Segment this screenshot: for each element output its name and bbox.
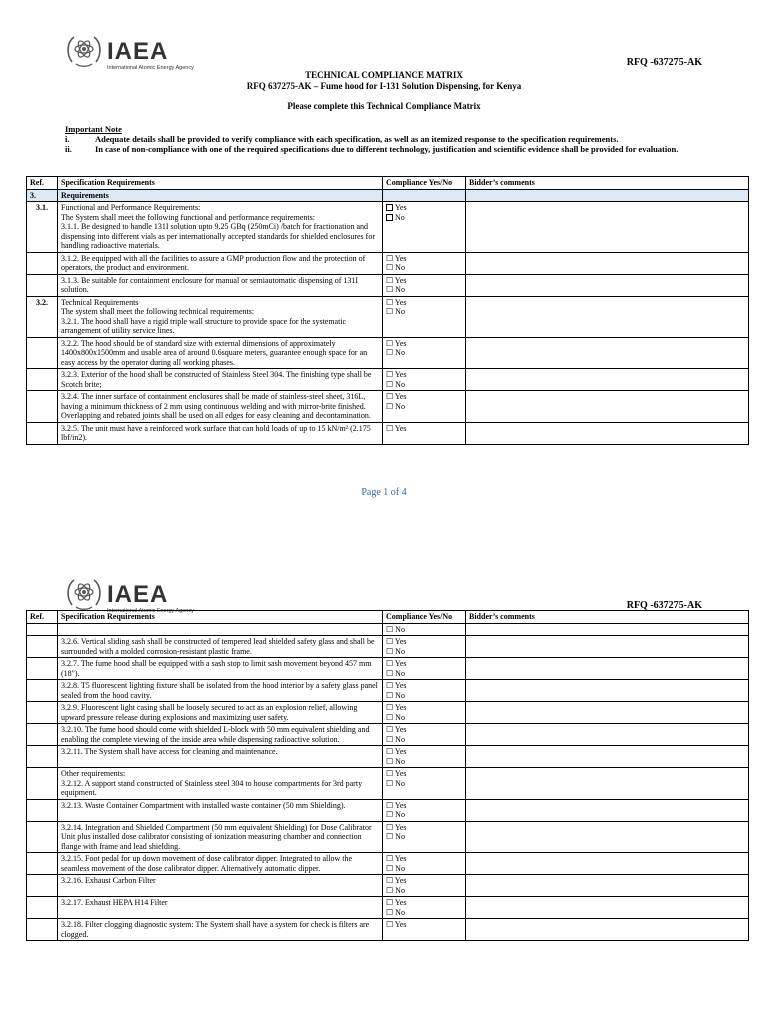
compliance-option[interactable]: ☐ Yes [386,747,407,756]
specification-text: 3.2.9. Fluorescent light casing shall be loosely secured to act as an explosion relief, allowing upward pressure release during explosions and maximizing user safety. [61,703,358,722]
row-specification [58,636,383,658]
row-bidder-comments[interactable] [466,897,749,919]
iaea-logo [64,575,194,614]
row-compliance[interactable] [383,636,466,658]
row-ref [27,799,58,821]
compliance-option[interactable]: ☐ Yes [386,423,407,433]
row-compliance[interactable] [383,768,466,800]
compliance-option[interactable]: ☐ Yes [386,370,407,379]
row-specification [58,853,383,875]
row-ref [27,658,58,680]
row-bidder-comments[interactable] [466,702,749,724]
specification-text: 3.1.1. Be designed to handle 131I solution upto 9.25 GBq (250mCi) /batch for fractionation and dispensing into different vials as per internationally accepted standards for shielded enclosures for handling radioactive materials. [61,222,375,250]
compliance-option[interactable]: ☐ No [386,885,405,895]
row-ref [27,724,58,746]
iaea-logo [64,32,194,71]
table-row [27,296,749,337]
specification-text: 3.2.18. Filter clogging diagnostic system: The System shall have a system for check is filters are clogged. [61,920,370,939]
row-compliance[interactable] [383,853,466,875]
table-row [27,724,749,746]
table-row [27,252,749,274]
row-bidder-comments[interactable] [466,252,749,274]
section-ref: 3. [27,189,58,202]
specification-text: Technical Requirements [61,297,139,307]
compliance-option[interactable]: ☐ Yes [386,725,407,734]
specification-text: 3.2.5. The unit must have a reinforced work surface that can hold loads of up to 15 kN/m² (2.175 lbf/in2). [61,423,371,442]
row-specification [58,274,383,296]
row-specification [58,746,383,768]
compliance-matrix-table [26,610,749,941]
row-ref [27,875,58,897]
row-bidder-comments[interactable] [466,369,749,391]
compliance-option[interactable]: ☐ Yes [386,275,407,285]
instruction-text: Please complete this Technical Compliance Matrix [287,101,481,111]
compliance-option[interactable]: ☐ Yes [386,637,407,646]
table-row [27,746,749,768]
row-ref [27,919,58,941]
compliance-option[interactable]: ☐ No [386,863,405,873]
header-spec: Specification Requirements [58,177,383,190]
row-compliance[interactable] [383,724,466,746]
specification-text: 3.1.2. Be equipped with all the facilities to assure a GMP production flow and the protection of operators, the product and environment. [61,253,366,272]
row-specification [58,202,383,253]
row-bidder-comments[interactable] [466,623,749,636]
row-specification [58,897,383,919]
row-specification [58,422,383,444]
row-ref [27,422,58,444]
compliance-option[interactable]: ☐ No [386,756,405,766]
specification-text: 3.2.14. Integration and Shielded Compartment (50 mm equivalent Shielding) for Dose Calibrator Unit plus installed dose calibrator consisting of ionization measuring chamber and connection flange with frame and lead shielding. [61,822,372,851]
specification-text: 3.2.4. The inner surface of containment enclosures shall be made of stainless-steel sheet, 316L, having a minimum thickness of 2 mm using continuous welding and with mirror-brite finished. Overlapping and rebated joints shall be used on all edges for easy cleaning and decontamination. [61,392,371,420]
compliance-option[interactable]: ☐ No [386,734,405,744]
checkbox-icon[interactable] [386,214,393,221]
specification-text: Other requirements: [61,769,126,778]
row-ref [27,636,58,658]
table-row [27,680,749,702]
row-compliance[interactable] [383,919,466,941]
rfq-id: RFQ -637275-AK [626,600,702,611]
document-page-2 [0,566,768,1024]
row-specification [58,799,383,821]
compliance-matrix-table [26,176,749,445]
compliance-option[interactable]: ☐ No [386,624,405,634]
compliance-option[interactable]: ☐ Yes [386,659,407,668]
compliance-option[interactable]: ☐ No [386,712,405,722]
row-bidder-comments[interactable] [466,391,749,423]
row-specification [58,680,383,702]
row-compliance[interactable] [383,897,466,919]
row-compliance[interactable] [383,369,466,391]
note-item: i. Adequate details shall be provided to verify compliance with each specification, as well as an itemized response to the specification requirements. [65,134,619,144]
specification-text: 3.2.6. Vertical sliding sash shall be constructed of tempered lead shielded safety glass and shall be surrounded with a molded corrosion-resistant plastic frame. [61,637,375,656]
compliance-option[interactable]: ☐ Yes [386,854,407,863]
compliance-option[interactable]: ☐ Yes [386,920,407,929]
row-compliance[interactable] [383,702,466,724]
row-bidder-comments[interactable] [466,680,749,702]
row-specification [58,337,383,369]
specification-text: 3.2.17. Exhaust HEPA H14 Filter [61,898,168,907]
row-compliance[interactable] [383,746,466,768]
specification-text: 3.2.8. T5 fluorescent lighting fixture shall be isolated from the hood interior by a safety glass panel sealed from the hood cavity. [61,681,378,700]
table-row [27,636,749,658]
compliance-option[interactable]: ☐ No [386,668,405,678]
table-row [27,821,749,853]
checkbox-icon[interactable] [386,204,393,211]
row-compliance[interactable] [383,274,466,296]
table-row [27,274,749,296]
row-specification [58,919,383,941]
specification-text: 3.1.3. Be suitable for containment enclosure for manual or semiautomatic dispensing of 131I solution. [61,275,359,294]
specification-text: 3.2.3. Exterior of the hood shall be constructed of Stainless Steel 304. The finishing type shall be Scotch brite; [61,370,372,389]
compliance-option[interactable]: ☐ Yes [386,800,407,810]
compliance-option[interactable]: ☐ No [386,832,405,841]
row-specification [58,296,383,337]
section-row [27,189,749,202]
row-specification [58,391,383,423]
row-compliance[interactable] [383,875,466,897]
row-specification [58,821,383,853]
row-bidder-comments[interactable] [466,799,749,821]
row-ref [27,746,58,768]
row-compliance[interactable] [383,202,466,253]
compliance-option[interactable]: ☐ No [386,307,405,316]
compliance-option[interactable]: ☐ No [386,263,405,272]
note-item: ii. In case of non-compliance with one of the required specifications due to different technology, justification and scientific evidence shall be provided for evaluation. [65,144,679,154]
compliance-option[interactable]: ☐ No [386,401,405,411]
table-row [27,391,749,423]
specification-text: 3.2.11. The System shall have access for cleaning and maintenance. [61,747,278,756]
compliance-option[interactable]: ☐ No [386,285,405,294]
header-comments: Bidder’s comments [466,611,749,624]
table-row [27,799,749,821]
table-row [27,337,749,369]
row-specification [58,724,383,746]
row-compliance[interactable] [383,422,466,444]
row-specification [58,875,383,897]
specification-text: 3.2.2. The hood should be of standard size with external dimensions of approximately 1400x800x1500mm and usable area of around 0.6square meters, guarantee enough space for an easy access by the operator during all working phases. [61,338,368,367]
logo-subtitle: International Atomic Energy Agency [107,65,194,71]
compliance-option[interactable]: ☐ Yes [386,769,407,778]
compliance-option[interactable]: ☐ Yes [386,703,407,712]
compliance-option[interactable]: No [386,213,462,223]
compliance-option[interactable]: ☐ Yes [386,876,407,885]
row-ref [27,369,58,391]
row-bidder-comments[interactable] [466,274,749,296]
table-row [27,919,749,941]
row-bidder-comments[interactable] [466,919,749,941]
row-specification [58,702,383,724]
row-ref [27,768,58,800]
row-bidder-comments[interactable] [466,636,749,658]
row-bidder-comments[interactable] [466,746,749,768]
compliance-option[interactable]: ☐ No [386,778,405,788]
row-specification [58,369,383,391]
table-row [27,702,749,724]
row-bidder-comments[interactable] [466,337,749,369]
logo-subtitle: International Atomic Energy Agency [107,608,194,614]
row-bidder-comments[interactable] [466,658,749,680]
compliance-option[interactable]: ☐ Yes [386,297,407,307]
row-compliance[interactable] [383,391,466,423]
compliance-option[interactable]: ☐ Yes [386,392,407,401]
compliance-option[interactable]: ☐ No [386,379,405,389]
header-spec: Specification Requirements [58,611,383,624]
important-note [65,124,705,154]
row-specification [58,252,383,274]
section-label: Requirements [58,189,383,202]
row-bidder-comments[interactable] [466,202,749,253]
row-ref [27,337,58,369]
row-compliance[interactable] [383,799,466,821]
compliance-option[interactable]: ☐ No [386,907,405,917]
table-row [27,623,749,636]
table-row [27,369,749,391]
specification-text: 3.2.7. The fume hood shall be equipped with a sash stop to limit sash movement beyond 457 mm (18"). [61,659,372,678]
specification-text: 3.2.15. Foot pedal for up down movement of dose calibrator dipper. Integrated to allow the seamless movement of the dose calibrator dipper. Alternatively automatic dipper. [61,854,353,873]
specification-text: 3.2.13. Waste Container Compartment with installed waste container (50 mm Shielding). [61,800,346,810]
page-gap [0,520,768,566]
logo-wordmark: IAEA [107,581,169,608]
row-ref [27,391,58,423]
specification-text: 3.2.16. Exhaust Carbon Filter [61,876,156,885]
table-row [27,422,749,444]
rfq-id: RFQ -637275-AK [626,57,702,68]
compliance-option[interactable]: ☐ No [386,646,405,656]
row-bidder-comments[interactable] [466,853,749,875]
header-compliance: Compliance Yes/No [383,611,466,624]
compliance-option[interactable]: ☐ Yes [386,253,407,263]
row-compliance[interactable] [383,252,466,274]
header-compliance: Compliance Yes/No [383,177,466,190]
row-compliance[interactable] [383,821,466,853]
compliance-option[interactable]: ☐ No [386,810,405,819]
specification-text: 3.2.1. The hood shall have a rigid triple wall structure to provide space for the systematic arrangement of utility service lines. [61,316,347,335]
row-ref [27,680,58,702]
row-ref [27,897,58,919]
compliance-option[interactable]: ☐ Yes [386,681,407,690]
row-compliance[interactable] [383,337,466,369]
specification-text: 3.2.12. A support stand constructed of Stainless steel 304 to house compartments for 3rd party equipment. [61,778,363,797]
row-specification [58,623,383,636]
compliance-option[interactable]: ☐ No [386,690,405,700]
header-comments: Bidder’s comments [466,177,749,190]
row-specification [58,658,383,680]
table-header-row [27,611,749,624]
table-row [27,875,749,897]
specification-text: Functional and Performance Requirements: [61,203,201,212]
specification-text: The system shall meet the following technical requirements: [61,307,255,316]
row-compliance[interactable] [383,680,466,702]
compliance-option[interactable]: Yes [386,203,462,213]
table-row [27,853,749,875]
compliance-option[interactable]: ☐ Yes [386,338,407,348]
specification-text: 3.2.10. The fume hood should come with shielded L-block with 50 mm equivalent shielding and enabling the complete viewing of the inside area while dispensing radioactive solution. [61,725,370,744]
row-bidder-comments[interactable] [466,768,749,800]
row-ref [27,274,58,296]
document-title: TECHNICAL COMPLIANCE MATRIX [305,70,463,80]
row-bidder-comments[interactable] [466,296,749,337]
table-row [27,897,749,919]
row-ref [27,252,58,274]
row-ref: 3.2. [27,296,58,337]
compliance-option[interactable]: ☐ Yes [386,898,407,907]
row-bidder-comments[interactable] [466,422,749,444]
row-bidder-comments[interactable] [466,724,749,746]
row-bidder-comments[interactable] [466,821,749,853]
table-header-row [27,177,749,190]
row-compliance[interactable] [383,623,466,636]
row-ref [27,623,58,636]
page-footer: Page 1 of 4 [361,487,407,498]
logo-wordmark: IAEA [107,38,169,65]
row-bidder-comments[interactable] [466,875,749,897]
header-ref: Ref. [27,177,58,190]
row-ref [27,853,58,875]
table-row [27,202,749,253]
row-specification [58,768,383,800]
row-compliance[interactable] [383,658,466,680]
iaea-emblem-icon [64,32,104,70]
iaea-emblem-icon [64,575,104,613]
header-ref: Ref. [27,611,58,624]
specification-text: The System shall meet the following functional and performance requirements: [61,212,315,222]
document-subtitle: RFQ 637275-AK – Fume hood for I-131 Solution Dispensing, for Kenya [246,81,522,91]
row-compliance[interactable] [383,296,466,337]
compliance-option[interactable]: ☐ No [386,348,405,357]
row-ref [27,821,58,853]
row-ref: 3.1. [27,202,58,253]
row-ref [27,702,58,724]
compliance-option[interactable]: ☐ Yes [386,822,407,832]
table-row [27,768,749,800]
important-note-title: Important Note [65,124,122,134]
table-row [27,658,749,680]
